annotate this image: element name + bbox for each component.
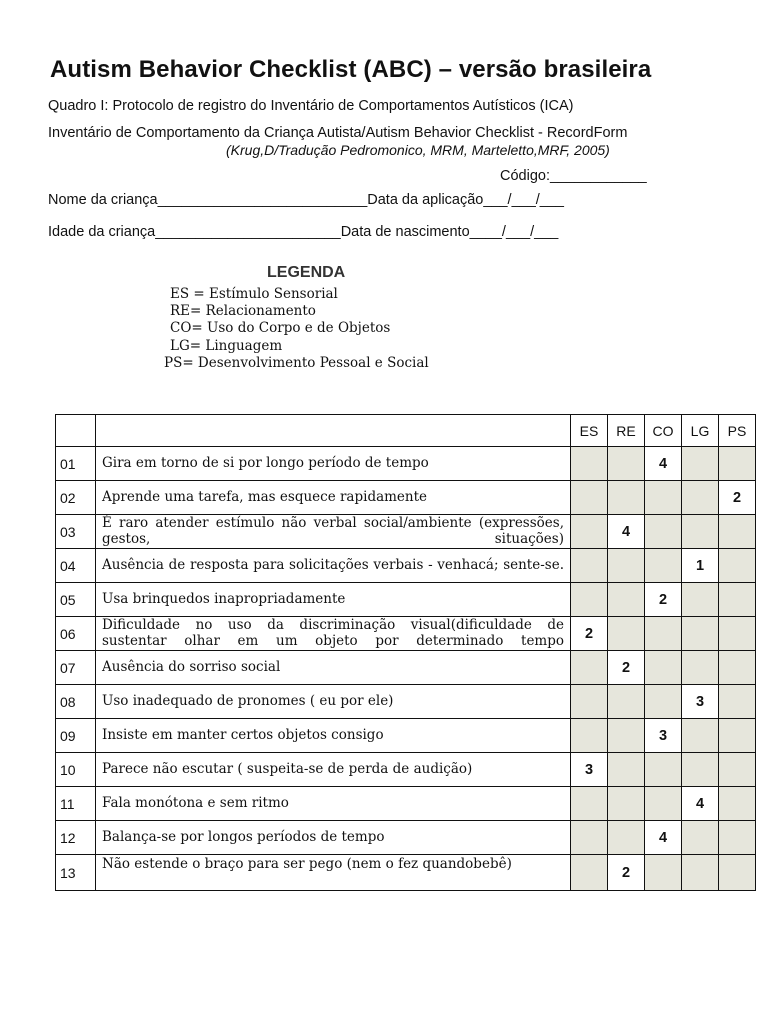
nome-field: Nome da criança__________________________Data da aplicação___/___/___ [48, 192, 564, 208]
score-cell-es [571, 481, 608, 515]
row-number: 08 [56, 685, 96, 719]
row-description: É raro atender estímulo não verbal social/ambiente (expressões, gestos, situações) [96, 515, 571, 549]
score-cell-co [645, 617, 682, 651]
row-number: 04 [56, 549, 96, 583]
legend-item-es: ES = Estímulo Sensorial [170, 286, 338, 302]
column-header-re: RE [608, 415, 645, 447]
score-cell-lg [682, 515, 719, 549]
score-cell-es: 2 [571, 617, 608, 651]
table-row [56, 549, 756, 583]
subtitle-inventario: Inventário de Comportamento da Criança Autista/Autism Behavior Checklist - RecordForm [48, 125, 628, 141]
table-row [56, 515, 756, 549]
score-cell-ps: 2 [719, 481, 756, 515]
score-cell-re [608, 821, 645, 855]
score-cell-es: 3 [571, 753, 608, 787]
row-number: 12 [56, 821, 96, 855]
score-cell-co: 4 [645, 447, 682, 481]
codigo-field: Código:____________ [500, 168, 647, 184]
table-row [56, 651, 756, 685]
score-cell-lg [682, 447, 719, 481]
score-cell-re [608, 719, 645, 753]
row-number: 03 [56, 515, 96, 549]
score-cell-re [608, 583, 645, 617]
score-cell-re: 2 [608, 855, 645, 891]
score-cell-re [608, 549, 645, 583]
score-cell-lg: 3 [682, 685, 719, 719]
score-cell-ps [719, 719, 756, 753]
row-description: Parece não escutar ( suspeita-se de perda de audição) [96, 753, 571, 787]
score-cell-es [571, 447, 608, 481]
table-row [56, 447, 756, 481]
legend-item-re: RE= Relacionamento [170, 303, 316, 320]
row-description: Não estende o braço para ser pego (nem o fez quandobebê) [96, 855, 571, 891]
score-cell-ps [719, 787, 756, 821]
score-cell-es [571, 821, 608, 855]
score-cell-re [608, 753, 645, 787]
checklist-table [55, 414, 756, 891]
row-number: 11 [56, 787, 96, 821]
legend-item-ps: PS= Desenvolvimento Pessoal e Social [164, 354, 429, 371]
row-number: 01 [56, 447, 96, 481]
row-number: 06 [56, 617, 96, 651]
header-desc-cell [96, 415, 571, 447]
score-cell-re [608, 447, 645, 481]
table-row [56, 855, 756, 891]
header-num-cell [56, 415, 96, 447]
score-cell-co [645, 481, 682, 515]
score-cell-ps [719, 549, 756, 583]
row-description: Uso inadequado de pronomes ( eu por ele) [96, 685, 571, 719]
score-cell-es [571, 685, 608, 719]
column-header-lg: LG [682, 415, 719, 447]
score-cell-re [608, 787, 645, 821]
table-header-row [56, 415, 756, 447]
score-cell-lg [682, 855, 719, 891]
score-cell-co [645, 549, 682, 583]
row-number: 10 [56, 753, 96, 787]
row-description: Aprende uma tarefa, mas esquece rapidamente [96, 481, 571, 515]
score-cell-re [608, 685, 645, 719]
score-cell-lg [682, 583, 719, 617]
score-cell-ps [719, 821, 756, 855]
score-cell-es [571, 515, 608, 549]
score-cell-co [645, 685, 682, 719]
score-cell-ps [719, 685, 756, 719]
score-cell-ps [719, 515, 756, 549]
row-description: Fala monótona e sem ritmo [96, 787, 571, 821]
score-cell-ps [719, 447, 756, 481]
column-header-es: ES [571, 415, 608, 447]
score-cell-re [608, 617, 645, 651]
subtitle-quadro: Quadro I: Protocolo de registro do Inventário de Comportamentos Autísticos (ICA) [48, 98, 574, 114]
score-cell-co: 2 [645, 583, 682, 617]
score-cell-ps [719, 753, 756, 787]
legend-item-lg: LG= Linguagem [170, 337, 283, 354]
score-cell-co [645, 651, 682, 685]
table-row [56, 821, 756, 855]
table-row [56, 583, 756, 617]
row-number: 05 [56, 583, 96, 617]
row-description: Balança-se por longos períodos de tempo [96, 821, 571, 855]
table-row [56, 685, 756, 719]
score-cell-ps [719, 855, 756, 891]
column-header-ps: PS [719, 415, 756, 447]
subtitle-citation: (Krug,D/Tradução Pedromonico, MRM, Marteletto,MRF, 2005) [226, 142, 610, 158]
table-row [56, 753, 756, 787]
score-cell-lg [682, 617, 719, 651]
legend-item-co: CO= Uso do Corpo e de Objetos [170, 320, 391, 337]
page-title: Autism Behavior Checklist (ABC) – versão brasileira [50, 56, 652, 83]
score-cell-es [571, 855, 608, 891]
table-row [56, 787, 756, 821]
score-cell-es [571, 719, 608, 753]
row-number: 02 [56, 481, 96, 515]
row-number: 07 [56, 651, 96, 685]
score-cell-co [645, 787, 682, 821]
legend-list [164, 286, 429, 372]
score-cell-re: 4 [608, 515, 645, 549]
row-description: Ausência de resposta para solicitações verbais - venhacá; sente-se. [96, 549, 571, 583]
score-cell-co [645, 515, 682, 549]
score-cell-lg [682, 753, 719, 787]
score-cell-co [645, 753, 682, 787]
row-description: Gira em torno de si por longo período de tempo [96, 447, 571, 481]
row-description: Insiste em manter certos objetos consigo [96, 719, 571, 753]
score-cell-co: 4 [645, 821, 682, 855]
score-cell-lg [682, 821, 719, 855]
score-cell-re: 2 [608, 651, 645, 685]
score-cell-ps [719, 583, 756, 617]
row-description: Ausência do sorriso social [96, 651, 571, 685]
score-cell-es [571, 651, 608, 685]
score-cell-ps [719, 617, 756, 651]
score-cell-lg [682, 719, 719, 753]
score-cell-lg: 4 [682, 787, 719, 821]
score-cell-es [571, 549, 608, 583]
row-number: 13 [56, 855, 96, 891]
table-row [56, 617, 756, 651]
column-header-co: CO [645, 415, 682, 447]
score-cell-lg: 1 [682, 549, 719, 583]
row-description: Dificuldade no uso da discriminação visual(dificuldade de sustentar olhar em um objeto por determinado tempo [96, 617, 571, 651]
score-cell-co [645, 855, 682, 891]
score-cell-co: 3 [645, 719, 682, 753]
legend-title: LEGENDA [267, 264, 346, 281]
score-cell-lg [682, 651, 719, 685]
score-cell-re [608, 481, 645, 515]
score-cell-lg [682, 481, 719, 515]
table-row [56, 719, 756, 753]
table-row [56, 481, 756, 515]
row-description: Usa brinquedos inapropriadamente [96, 583, 571, 617]
row-number: 09 [56, 719, 96, 753]
score-cell-es [571, 787, 608, 821]
score-cell-ps [719, 651, 756, 685]
idade-field: Idade da criança_______________________Data de nascimento____/___/___ [48, 224, 559, 240]
score-cell-es [571, 583, 608, 617]
